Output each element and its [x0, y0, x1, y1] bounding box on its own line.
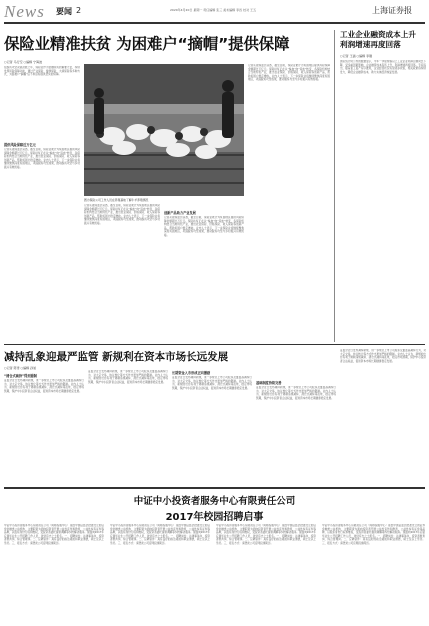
second-subhead-2: 长期资金入市形成正向激励: [172, 371, 211, 375]
second-subhead-3: 基础制度持续完善: [256, 381, 282, 385]
edition-info: 2020年4月20日 星期一 责任编辑 张三 美术编辑 李四 校对 王五: [170, 8, 257, 12]
paper-name: 上海证券报: [372, 6, 412, 15]
sidebar-headline: 工业企业融资成本上升 利润增速再度回落: [340, 30, 416, 49]
column-divider: [334, 30, 335, 342]
second-byline: ○记者 陈雪 ○编辑 孙旭: [4, 366, 37, 370]
page-number: 2: [76, 6, 82, 15]
lead-subhead-2: 创新产品助力产业发展: [164, 211, 196, 215]
ad-title: 2017年校园招聘启事: [165, 512, 264, 523]
lead-subhead-1: 提供风险保障近万亿元: [4, 143, 36, 147]
masthead: [0, 0, 429, 22]
lead-byline: ○记者 马行空 ○编辑 宁海波: [4, 60, 43, 64]
second-subhead-1: “清仓式减持”得到遏制: [4, 374, 37, 378]
news-word: News: [4, 2, 45, 21]
second-body-col3: 证监会近日发布减持新规，进一步规范上市公司股东及董监高减持行为，对大宗交易、协议转让等方式作出更加严格的限制。业内人士认为，新规的出台有利于遏制违规减持、清仓式减持等乱象，稳定市场预期，保护中小投资者合法权益，促进资本市场长期健康稳定发展。: [172, 376, 252, 390]
lead-photo: [84, 64, 244, 196]
sidebar-byline: ○记者 王涵 ○编辑 李刚: [340, 54, 373, 58]
lead-body-col1: 记者从银保监会获悉，截至目前，保险业累计为贫困地区提供风险保障金额超过万亿元。保险扶贫正在从“输血”向“造血”转变，各保险机构结合当地特色产业，推出农业保险、价格保险、收入保险等创新产品，帮助贫困户稳定增收。业内人士表示，下一步保险业将继续聚焦深度贫困地区，巩固脱贫攻坚成果，推动脱贫攻坚与乡村振兴有效衔接。: [4, 148, 80, 169]
section-name: 要闻: [56, 7, 72, 16]
second-body-col4: 证监会近日发布减持新规，进一步规范上市公司股东及董监高减持行为，对大宗交易、协议转让等方式作出更加严格的限制。业内人士认为，新规的出台有利于遏制违规减持、清仓式减持等乱象，稳定市场预期，保护中小投资者合法权益，促进资本市场长期健康稳定发展。: [256, 386, 336, 400]
lead-intro: 在脱贫攻坚决战决胜之年，保险业作为金融扶贫的重要力量，持续发挥风险保障功能，通过产业保险、健康保险、大病保险等多种方式，为困难户“摘帽”后不再返贫提供坚实的保障。: [4, 66, 80, 76]
lead-body-col4: 记者从银保监会获悉，截至目前，保险业累计为贫困地区提供风险保障金额超过万亿元。保险扶贫正在从“输血”向“造血”转变，各保险机构结合当地特色产业，推出农业保险、价格保险、收入保险等创新产品，帮助贫困户稳定增收。业内人士表示，下一步保险业将继续聚焦深度贫困地区，巩固脱贫攻坚成果，推动脱贫攻坚与乡村振兴有效衔接。: [248, 64, 330, 81]
second-body-col5: 证监会近日发布减持新规，进一步规范上市公司股东及董监高减持行为，对大宗交易、协议转让等方式作出更加严格的限制。业内人士认为，新规的出台有利于遏制违规减持、清仓式减持等乱象，稳定市场预期，保护中小投资者合法权益，促进资本市场长期健康稳定发展。: [340, 349, 426, 363]
ad-body-col4: 中证中小投资者服务中心有限责任公司（简称投服中心）是经中国证监会批准设立的证券金融类公益机构，主要职责为面向投资者开展公益性宣传和教育，公益性持有证券等品种，以股东身份行权和维权，受投资者委托提供调解等纠纷解决服务。现面向2017年应届毕业生公开招聘工作人员，欢迎有志之士报名。一、招聘岗位：法律事务岗、投资者教育岗、综合管理岗。二、应聘条件：具有良好的政治素质和职业道德，硕士及以上学历。三、报名方式：请登录公司官网投递简历。: [322, 524, 425, 545]
second-body-col1: 证监会近日发布减持新规，进一步规范上市公司股东及董监高减持行为，对大宗交易、协议转让等方式作出更加严格的限制。业内人士认为，新规的出台有利于遏制违规减持、清仓式减持等乱象，稳定市场预期，保护中小投资者合法权益，促进资本市场长期健康稳定发展。: [4, 379, 84, 393]
section-rule-1: [4, 344, 425, 345]
ad-body-col1: 中证中小投资者服务中心有限责任公司（简称投服中心）是经中国证监会批准设立的证券金融类公益机构，主要职责为面向投资者开展公益性宣传和教育，公益性持有证券等品种，以股东身份行权和维权，受投资者委托提供调解等纠纷解决服务。现面向2017年应届毕业生公开招聘工作人员，欢迎有志之士报名。一、招聘岗位：法律事务岗、投资者教育岗、综合管理岗。二、应聘条件：具有良好的政治素质和职业道德，硕士及以上学历。三、报名方式：请登录公司官网投递简历。: [4, 524, 104, 545]
ad-body-col2: 中证中小投资者服务中心有限责任公司（简称投服中心）是经中国证监会批准设立的证券金融类公益机构，主要职责为面向投资者开展公益性宣传和教育，公益性持有证券等品种，以股东身份行权和维权，受投资者委托提供调解等纠纷解决服务。现面向2017年应届毕业生公开招聘工作人员，欢迎有志之士报名。一、招聘岗位：法律事务岗、投资者教育岗、综合管理岗。二、应聘条件：具有良好的政治素质和职业道德，硕士及以上学历。三、报名方式：请登录公司官网投递简历。: [110, 524, 210, 545]
masthead-rule: [4, 22, 425, 24]
second-headline: 减持乱象迎最严监管 新规利在资本市场长远发展: [4, 351, 229, 363]
ad-body-col3: 中证中小投资者服务中心有限责任公司（简称投服中心）是经中国证监会批准设立的证券金融类公益机构，主要职责为面向投资者开展公益性宣传和教育，公益性持有证券等品种，以股东身份行权和维权，受投资者委托提供调解等纠纷解决服务。现面向2017年应届毕业生公开招聘工作人员，欢迎有志之士报名。一、招聘岗位：法律事务岗、投资者教育岗、综合管理岗。二、应聘条件：具有良好的政治素质和职业道德，硕士及以上学历。三、报名方式：请登录公司官网投递简历。: [216, 524, 316, 545]
ad-org: 中证中小投资者服务中心有限责任公司: [133, 496, 296, 507]
lead-body-col2: 记者从银保监会获悉，截至目前，保险业累计为贫困地区提供风险保障金额超过万亿元。保险扶贫正在从“输血”向“造血”转变，各保险机构结合当地特色产业，推出农业保险、价格保险、收入保险等创新产品，帮助贫困户稳定增收。业内人士表示，下一步保险业将继续聚焦深度贫困地区，巩固脱贫攻坚成果，推动脱贫攻坚与乡村振兴有效衔接。: [84, 204, 160, 225]
sheep-farm-photo: [84, 64, 244, 196]
sidebar-body: 国家统计局公布的数据显示，今年一季度规模以上工业企业利润总额同比下降，受多重因素影响，企业融资成本有所上升，利润增速再度回落。专家指出，随着复工复产有序推进，企业经营状况有望逐步改善，相关政策将持续发力，降低企业融资成本，助力实体经济恢复发展。: [340, 60, 426, 74]
section-rule-2: [4, 487, 425, 489]
second-body-col2: 证监会近日发布减持新规，进一步规范上市公司股东及董监高减持行为，对大宗交易、协议转让等方式作出更加严格的限制。业内人士认为，新规的出台有利于遏制违规减持、清仓式减持等乱象，稳定市场预期，保护中小投资者合法权益，促进资本市场长期健康稳定发展。: [88, 370, 168, 384]
lead-headline: 保险业精准扶贫 为困难户“摘帽”提供保障: [4, 35, 290, 53]
lead-body-col3: 记者从银保监会获悉，截至目前，保险业累计为贫困地区提供风险保障金额超过万亿元。保险扶贫正在从“输血”向“造血”转变，各保险机构结合当地特色产业，推出农业保险、价格保险、收入保险等创新产品，帮助贫困户稳定增收。业内人士表示，下一步保险业将继续聚焦深度贫困地区，巩固脱贫攻坚成果，推动脱贫攻坚与乡村振兴有效衔接。: [164, 216, 244, 237]
photo-caption: 图为保险公司工作人员在养殖基地了解牛羊养殖情况: [84, 198, 149, 202]
